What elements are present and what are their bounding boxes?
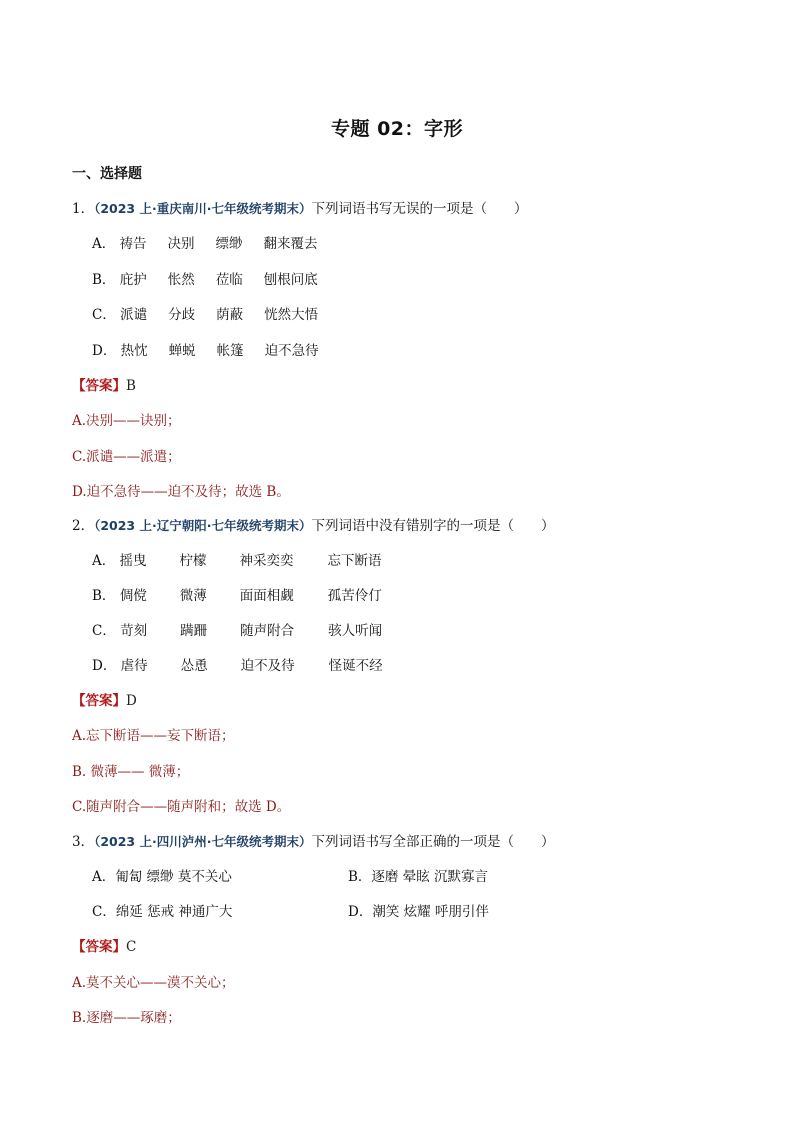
answer-label: 【答案】 [72,693,126,709]
option-word: 迫不及待 [240,658,295,674]
explanation-line: A.莫不关心——漠不关心； [72,975,235,991]
answer-3 [72,937,136,957]
option-text: 匍匐 缥缈 莫不关心 [115,869,232,885]
option-word: 莅临 [215,272,243,288]
option-word: 忘下断语 [327,553,382,569]
option-2a [92,551,382,571]
question-1-stem [72,199,527,219]
option-1d [92,341,319,361]
answer-label: 【答案】 [72,378,126,394]
option-word: 决别 [167,236,195,252]
option-1c [92,305,318,325]
option-word: 骇人听闻 [328,623,383,639]
option-1a [92,234,318,254]
question-number: 1． [72,201,95,217]
option-word: 柠檬 [179,553,207,569]
option-2d [92,656,383,676]
answer-value: D [126,693,137,709]
option-word: 蝉蜕 [168,343,196,359]
option-3b [348,867,488,887]
option-label: C． [92,904,116,920]
option-label: C． [92,307,116,323]
option-word: 刨根问底 [263,272,318,288]
explanation-line: A.忘下断语——妄下断语； [72,728,235,744]
option-label: A． [92,236,116,252]
page-title: 专题 02：字形 [330,118,464,140]
option-word: 热忱 [120,343,148,359]
question-text: 下列词语书写无误的一项是（ ） [311,201,528,217]
option-3c [92,902,232,922]
option-word: 缥缈 [215,236,243,252]
question-number: 2． [72,518,95,534]
question-2-stem [72,516,554,536]
option-word: 虐待 [120,658,148,674]
option-3a [92,867,232,887]
option-2b [92,586,382,606]
question-number: 3． [72,834,95,850]
option-word: 蹒跚 [180,623,208,639]
option-1b [92,270,318,290]
option-label: D． [348,904,373,920]
option-label: C． [92,623,116,639]
option-word: 神采奕奕 [239,553,294,569]
question-source: （2023 上·重庆南川·七年级统考期末） [94,201,312,216]
explanation-line: C.派谴——派遣； [72,449,181,465]
explanation-line: D.迫不急待——迫不及待；故选 B。 [72,484,290,500]
option-word: 帐篷 [216,343,244,359]
option-word: 随声附合 [240,623,295,639]
question-text: 下列词语中没有错别字的一项是（ ） [311,518,555,534]
option-label: D． [92,658,117,674]
explanation-line: B.逐磨——琢磨； [72,1010,181,1026]
answer-label: 【答案】 [72,939,126,955]
option-word: 荫蔽 [216,307,244,323]
option-label: D． [92,343,117,359]
option-word: 怅然 [167,272,195,288]
option-word: 庇护 [119,272,147,288]
option-word: 面面相觑 [239,588,294,604]
option-text: 绵延 惩戒 神通广大 [115,904,233,920]
option-word: 摇曳 [119,553,147,569]
option-2c [92,621,382,641]
explanation-line: A.决别——诀别； [72,413,181,429]
option-word: 派谴 [120,307,148,323]
option-word: 怂恿 [180,658,208,674]
option-word: 分歧 [168,307,196,323]
question-text: 下列词语书写全部正确的一项是（ ） [311,834,555,850]
question-3-stem [72,832,554,852]
option-text: 潮笑 炫耀 呼朋引伴 [372,904,489,920]
option-word: 翻来覆去 [263,236,318,252]
answer-1 [72,376,136,396]
option-word: 恍然大悟 [264,307,319,323]
answer-value: C [126,939,137,955]
option-label: B． [92,588,116,604]
option-word: 倜傥 [119,588,147,604]
option-word: 苛刻 [120,623,148,639]
explanation-line: C.随声附合——随声附和；故选 D。 [72,799,291,815]
answer-2 [72,691,137,711]
option-label: B． [92,272,116,288]
option-word: 祷告 [119,236,147,252]
option-label: A． [92,553,116,569]
option-word: 微薄 [179,588,207,604]
option-text: 逐磨 晕眩 沉默寡言 [371,869,489,885]
explanation-line: B. 微薄—— 微薄； [72,764,190,780]
question-source: （2023 上·四川泸州·七年级统考期末） [94,834,312,849]
option-label: B． [348,869,372,885]
option-3d [348,902,489,922]
section-heading: 一、选择题 [72,166,142,182]
answer-value: B [126,378,136,394]
question-source: （2023 上·辽宁朝阳·七年级统考期末） [94,518,312,533]
option-word: 孤苦伶仃 [327,588,382,604]
option-label: A． [92,869,116,885]
option-word: 迫不急待 [264,343,319,359]
option-word: 怪诞不经 [328,658,383,674]
